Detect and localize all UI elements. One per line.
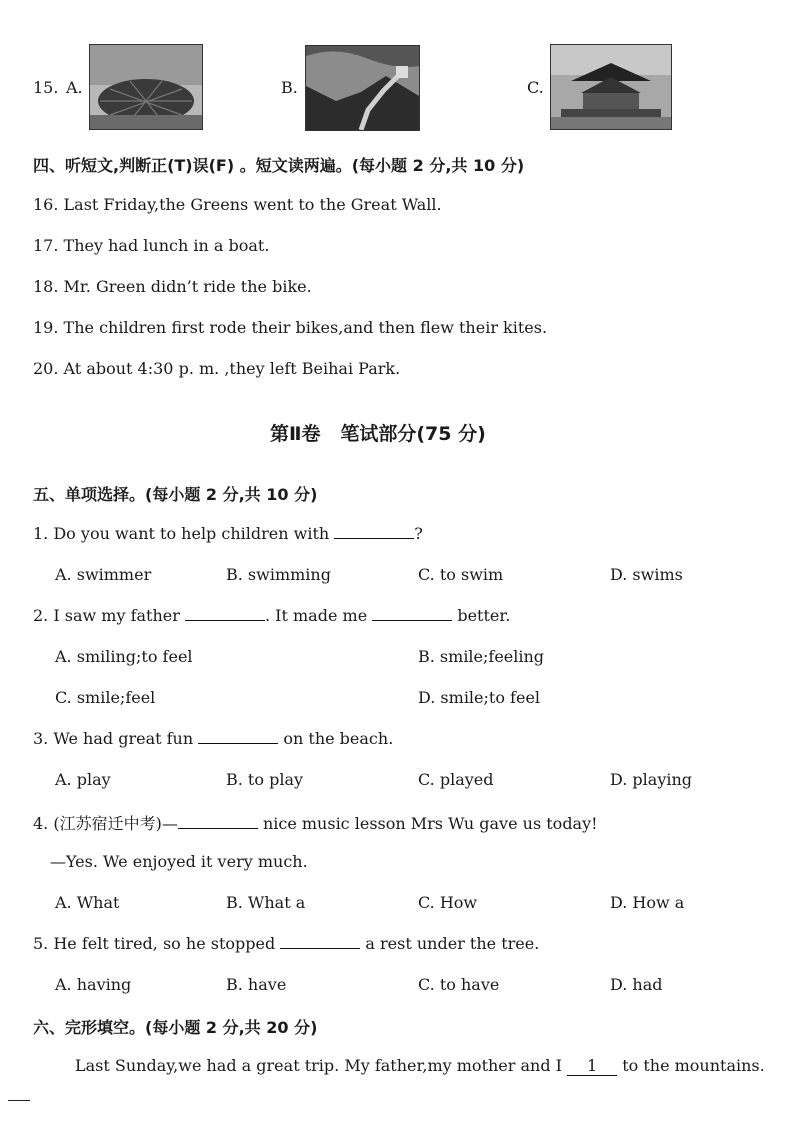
question-2-blank-1 [185, 606, 265, 621]
section4-heading: 四、听短文,判断正(T)误(F) 。短文读两遍。(每小题 2 分,共 10 分) [33, 156, 525, 175]
q5-option-d[interactable]: D. had [610, 975, 663, 994]
chinese-temple-photo [550, 44, 672, 130]
question-1-blank [334, 524, 414, 539]
q1-option-d[interactable]: D. swims [610, 565, 683, 584]
section6-heading: 六、完形填空。(每小题 2 分,共 20 分) [33, 1018, 318, 1037]
part2-title: 第Ⅱ卷 笔试部分(75 分) [270, 423, 486, 445]
q1-option-a[interactable]: A. swimmer [55, 565, 152, 584]
cloze-text-end: to the mountains. [622, 1056, 765, 1075]
q1-option-b[interactable]: B. swimming [226, 565, 331, 584]
q5-option-c[interactable]: C. to have [418, 975, 500, 994]
question-3-end: on the beach. [283, 729, 394, 748]
q15-option-a-letter: A. [66, 78, 83, 97]
question-2-text: 2. I saw my father [33, 606, 180, 625]
q15-number: 15. [33, 78, 59, 97]
q4-option-d[interactable]: D. How a [610, 893, 685, 912]
q2-option-b[interactable]: B. smile;feeling [418, 647, 545, 666]
q3-option-b[interactable]: B. to play [226, 770, 304, 789]
question-1-text: 1. Do you want to help children with [33, 524, 330, 543]
q15-option-c-letter: C. [527, 78, 544, 97]
footer-rule [8, 1100, 30, 1101]
q5-option-b[interactable]: B. have [226, 975, 287, 994]
bird-nest-stadium-photo [89, 44, 203, 130]
question-3-text: 3. We had great fun [33, 729, 194, 748]
question-2-mid: . It made me [265, 606, 368, 625]
q2-option-d[interactable]: D. smile;to feel [418, 688, 541, 707]
question-4-blank [178, 814, 258, 829]
question-4 [33, 811, 598, 834]
cloze-blank-1 [567, 1056, 617, 1076]
q15-option-b-letter: B. [281, 78, 298, 97]
question-4-end: nice music lesson Mrs Wu gave us today! [262, 814, 598, 833]
q1-option-c[interactable]: C. to swim [418, 565, 504, 584]
q3-option-d[interactable]: D. playing [610, 770, 693, 789]
section4-item-20: 20. At about 4:30 p. m. ,they left Beihai Park. [33, 359, 401, 378]
question-5-text: 5. He felt tired, so he stopped [33, 934, 276, 953]
section4-item-19: 19. The children first rode their bikes,and then flew their kites. [33, 318, 548, 337]
q2-option-c[interactable]: C. smile;feel [55, 688, 156, 707]
section4-item-18: 18. Mr. Green didn’t ride the bike. [33, 277, 312, 296]
question-4-text: 4. (江苏宿迁中考)— [33, 814, 178, 833]
question-2-blank-2 [372, 606, 452, 621]
question-4-reply: —Yes. We enjoyed it very much. [50, 852, 308, 871]
section5-heading: 五、单项选择。(每小题 2 分,共 10 分) [33, 485, 318, 504]
q3-option-c[interactable]: C. played [418, 770, 494, 789]
q4-option-a[interactable]: A. What [55, 893, 120, 912]
cloze-blank-number: 1 [587, 1056, 598, 1075]
q4-option-b[interactable]: B. What a [226, 893, 306, 912]
q5-option-a[interactable]: A. having [55, 975, 132, 994]
cloze-text: Last Sunday,we had a great trip. My father,my mother and I [75, 1056, 562, 1075]
question-2-end: better. [457, 606, 511, 625]
q4-option-c[interactable]: C. How [418, 893, 478, 912]
q3-option-a[interactable]: A. play [55, 770, 111, 789]
q2-option-a[interactable]: A. smiling;to feel [55, 647, 193, 666]
question-2 [33, 606, 510, 625]
section4-item-17: 17. They had lunch in a boat. [33, 236, 270, 255]
question-5-blank [280, 934, 360, 949]
question-5 [33, 934, 539, 953]
question-3 [33, 729, 393, 748]
great-wall-photo [305, 45, 420, 131]
section4-item-16: 16. Last Friday,the Greens went to the Great Wall. [33, 195, 442, 214]
question-3-blank [198, 729, 278, 744]
question-1 [33, 524, 423, 543]
cloze-passage-line-1 [75, 1056, 765, 1076]
question-1-end: ? [414, 524, 423, 543]
question-5-end: a rest under the tree. [365, 934, 540, 953]
